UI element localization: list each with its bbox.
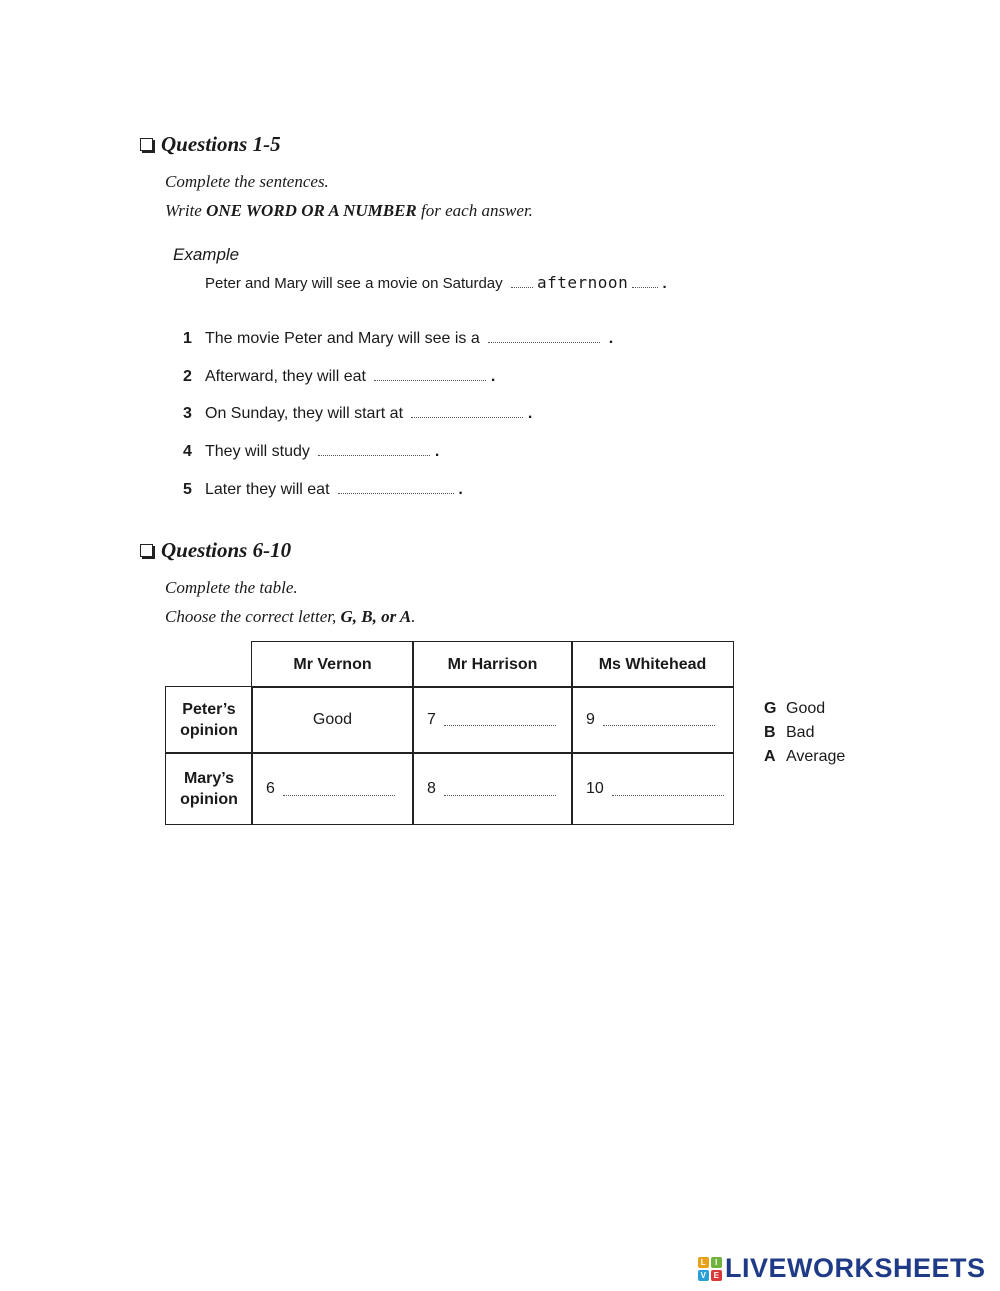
answer-blank-5[interactable] [338,492,454,494]
key-item: G Good [764,700,826,717]
example-text: Peter and Mary will see a movie on Saturday [205,275,503,292]
row-header-peter: Peter’s opinion [165,686,253,754]
section2-heading [140,538,291,563]
checkbox-square-icon [140,138,153,151]
example-label: Example [173,245,240,264]
question-3: 3 On Sunday, they will start at . [183,405,533,422]
section1-instruction1: Complete the sentences. [165,172,329,191]
key-item: B Bad [764,724,815,741]
question-2: 2 Afterward, they will eat . [183,368,496,385]
answer-blank-9[interactable] [603,724,715,726]
question-1: 1 The movie Peter and Mary will see is a . [183,330,614,347]
cell-peter-whitehead: 9 [571,686,734,754]
key-item: A Average [764,748,846,765]
cell-peter-vernon: Good [251,686,414,754]
row-header-mary: Mary’s opinion [165,752,253,825]
section1-heading-text: Questions 1-5 [161,132,281,156]
column-header-mr-vernon: Mr Vernon [251,641,414,688]
liveworksheets-logo [698,1253,986,1284]
section2-instruction2: Choose the correct letter, G, B, or A. [165,607,416,626]
answer-blank-4[interactable] [318,454,430,456]
cell-mary-whitehead: 10 [571,752,734,825]
cell-mary-vernon: 6 [251,752,414,825]
answer-blank-3[interactable] [411,416,523,418]
cell-peter-harrison: 7 [412,686,573,754]
answer-blank-6[interactable] [283,794,395,796]
answer-blank-2[interactable] [374,379,486,381]
column-header-ms-whitehead: Ms Whitehead [571,641,734,688]
answer-blank-1[interactable] [488,341,600,343]
section1-instruction2: Write ONE WORD OR A NUMBER for each answer. [165,201,533,220]
example-answer: afternoon [537,273,629,292]
brand-name: LIVEWORKSHEETS [725,1253,986,1283]
question-4: 4 They will study . [183,443,440,460]
question-5: 5 Later they will eat . [183,481,463,498]
column-header-mr-harrison: Mr Harrison [412,641,573,688]
answer-key [764,697,845,769]
checkbox-square-icon [140,544,153,557]
logo-squares-icon: L I V E [698,1257,722,1281]
answer-blank-7[interactable] [444,724,556,726]
answer-blank-8[interactable] [444,794,556,796]
example-sentence: Peter and Mary will see a movie on Saturday afternoon . [205,273,667,292]
cell-mary-harrison: 8 [412,752,573,825]
answer-blank-10[interactable] [612,794,724,796]
section2-instruction1: Complete the table. [165,578,298,597]
section1-heading [140,132,281,157]
section2-heading-text: Questions 6-10 [161,538,292,562]
